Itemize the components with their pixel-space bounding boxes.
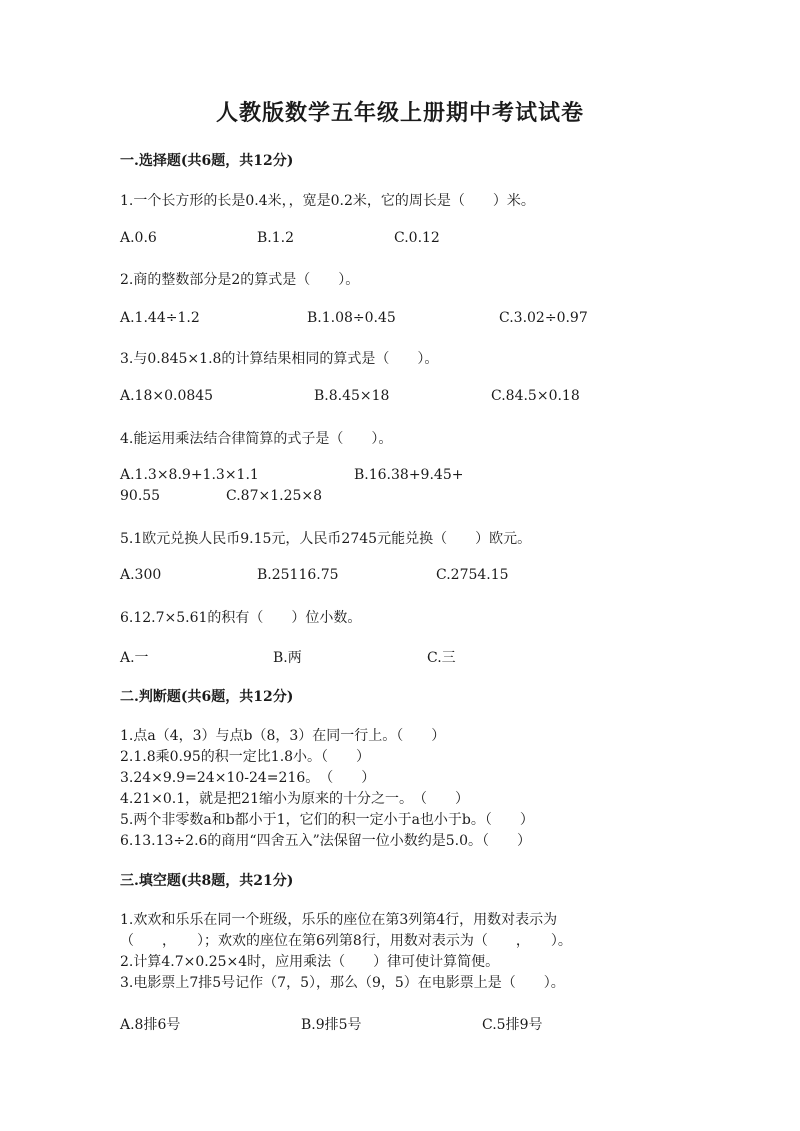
judgment-item: 4.21×0.1，就是把21缩小为原来的十分之一。 （ ）: [120, 791, 469, 807]
fill-item: 1.欢欢和乐乐在同一个班级，乐乐的座位在第3列第4行，用数对表示为: [120, 912, 558, 928]
question-option: B.两: [273, 650, 302, 666]
question-option: C.5排9号: [482, 1017, 543, 1033]
fill-item: 2.计算4.7×0.25×4时，应用乘法（ ）律可使计算简便。: [120, 954, 500, 970]
question-stem: 2.商的整数部分是2的算式是（ ）。: [120, 272, 360, 288]
question-stem: 3.与0.845×1.8的计算结果相同的算式是（ ）。: [120, 351, 439, 367]
section-heading-choice: 一.选择题(共6题，共12分): [120, 153, 294, 169]
question-stem: 5.1欧元兑换人民币9.15元，人民币2745元能兑换（ ）欧元。: [120, 531, 532, 547]
question-option: B.8.45×18: [314, 388, 390, 404]
question-option: A.8排6号: [120, 1017, 181, 1033]
question-option: C.87×1.25×8: [226, 488, 323, 504]
question-stem: 4.能运用乘法结合律简算的式子是（ ）。: [120, 431, 393, 447]
question-option-continued: 90.55: [120, 488, 161, 504]
judgment-item: 2.1.8乘0.95的积一定比1.8小。（ ）: [120, 749, 371, 765]
question-stem: 6.12.7×5.61的积有（ ）位小数。: [120, 610, 362, 626]
question-option: A.一: [120, 650, 149, 666]
question-option: C.三: [427, 650, 456, 666]
question-option: A.1.44÷1.2: [120, 310, 200, 326]
page-title: 人教版数学五年级上册期中考试试卷: [215, 100, 584, 126]
question-stem: 1.一个长方形的长是0.4米，，宽是0.2米，它的周长是（ ）米。: [120, 193, 535, 209]
question-option: C.2754.15: [436, 567, 509, 583]
question-option: A.1.3×8.9+1.3×1.1: [120, 467, 259, 483]
section-heading-fill: 三.填空题(共8题，共21分): [120, 873, 294, 889]
question-option: A.18×0.0845: [120, 388, 214, 404]
question-option: A.0.6: [120, 230, 157, 246]
question-option: A.300: [120, 567, 162, 583]
question-option: B.1.2: [257, 230, 295, 246]
question-option: C.3.02÷0.97: [499, 310, 588, 326]
question-option: C.0.12: [394, 230, 440, 246]
question-option: B.9排5号: [301, 1017, 362, 1033]
question-option: C.84.5×0.18: [491, 388, 580, 404]
judgment-item: 3.24×9.9=24×10-24=216。 （ ）: [120, 770, 376, 786]
judgment-item: 1.点a（4，3）与点b（8，3）在同一行上。（ ）: [120, 728, 446, 744]
section-heading-judgment: 二.判断题(共6题，共12分): [120, 689, 294, 705]
fill-item: 3.电影票上7排5号记作（7，5），那么（9，5）在电影票上是（ ）。: [120, 975, 565, 991]
question-option: B.25116.75: [257, 567, 339, 583]
judgment-item: 6.13.13÷2.6的商用“四舍五入”法保留一位小数约是5.0。（ ）: [120, 833, 532, 849]
question-option: B.1.08÷0.45: [307, 310, 396, 326]
fill-item-continued: （ ， ）；欢欢的座位在第6列第8行，用数对表示为（ ， ）。: [120, 933, 572, 949]
question-option: B.16.38+9.45+: [354, 467, 464, 483]
judgment-item: 5.两个非零数a和b都小于1，它们的积一定小于a也小于b。（ ）: [120, 812, 534, 828]
